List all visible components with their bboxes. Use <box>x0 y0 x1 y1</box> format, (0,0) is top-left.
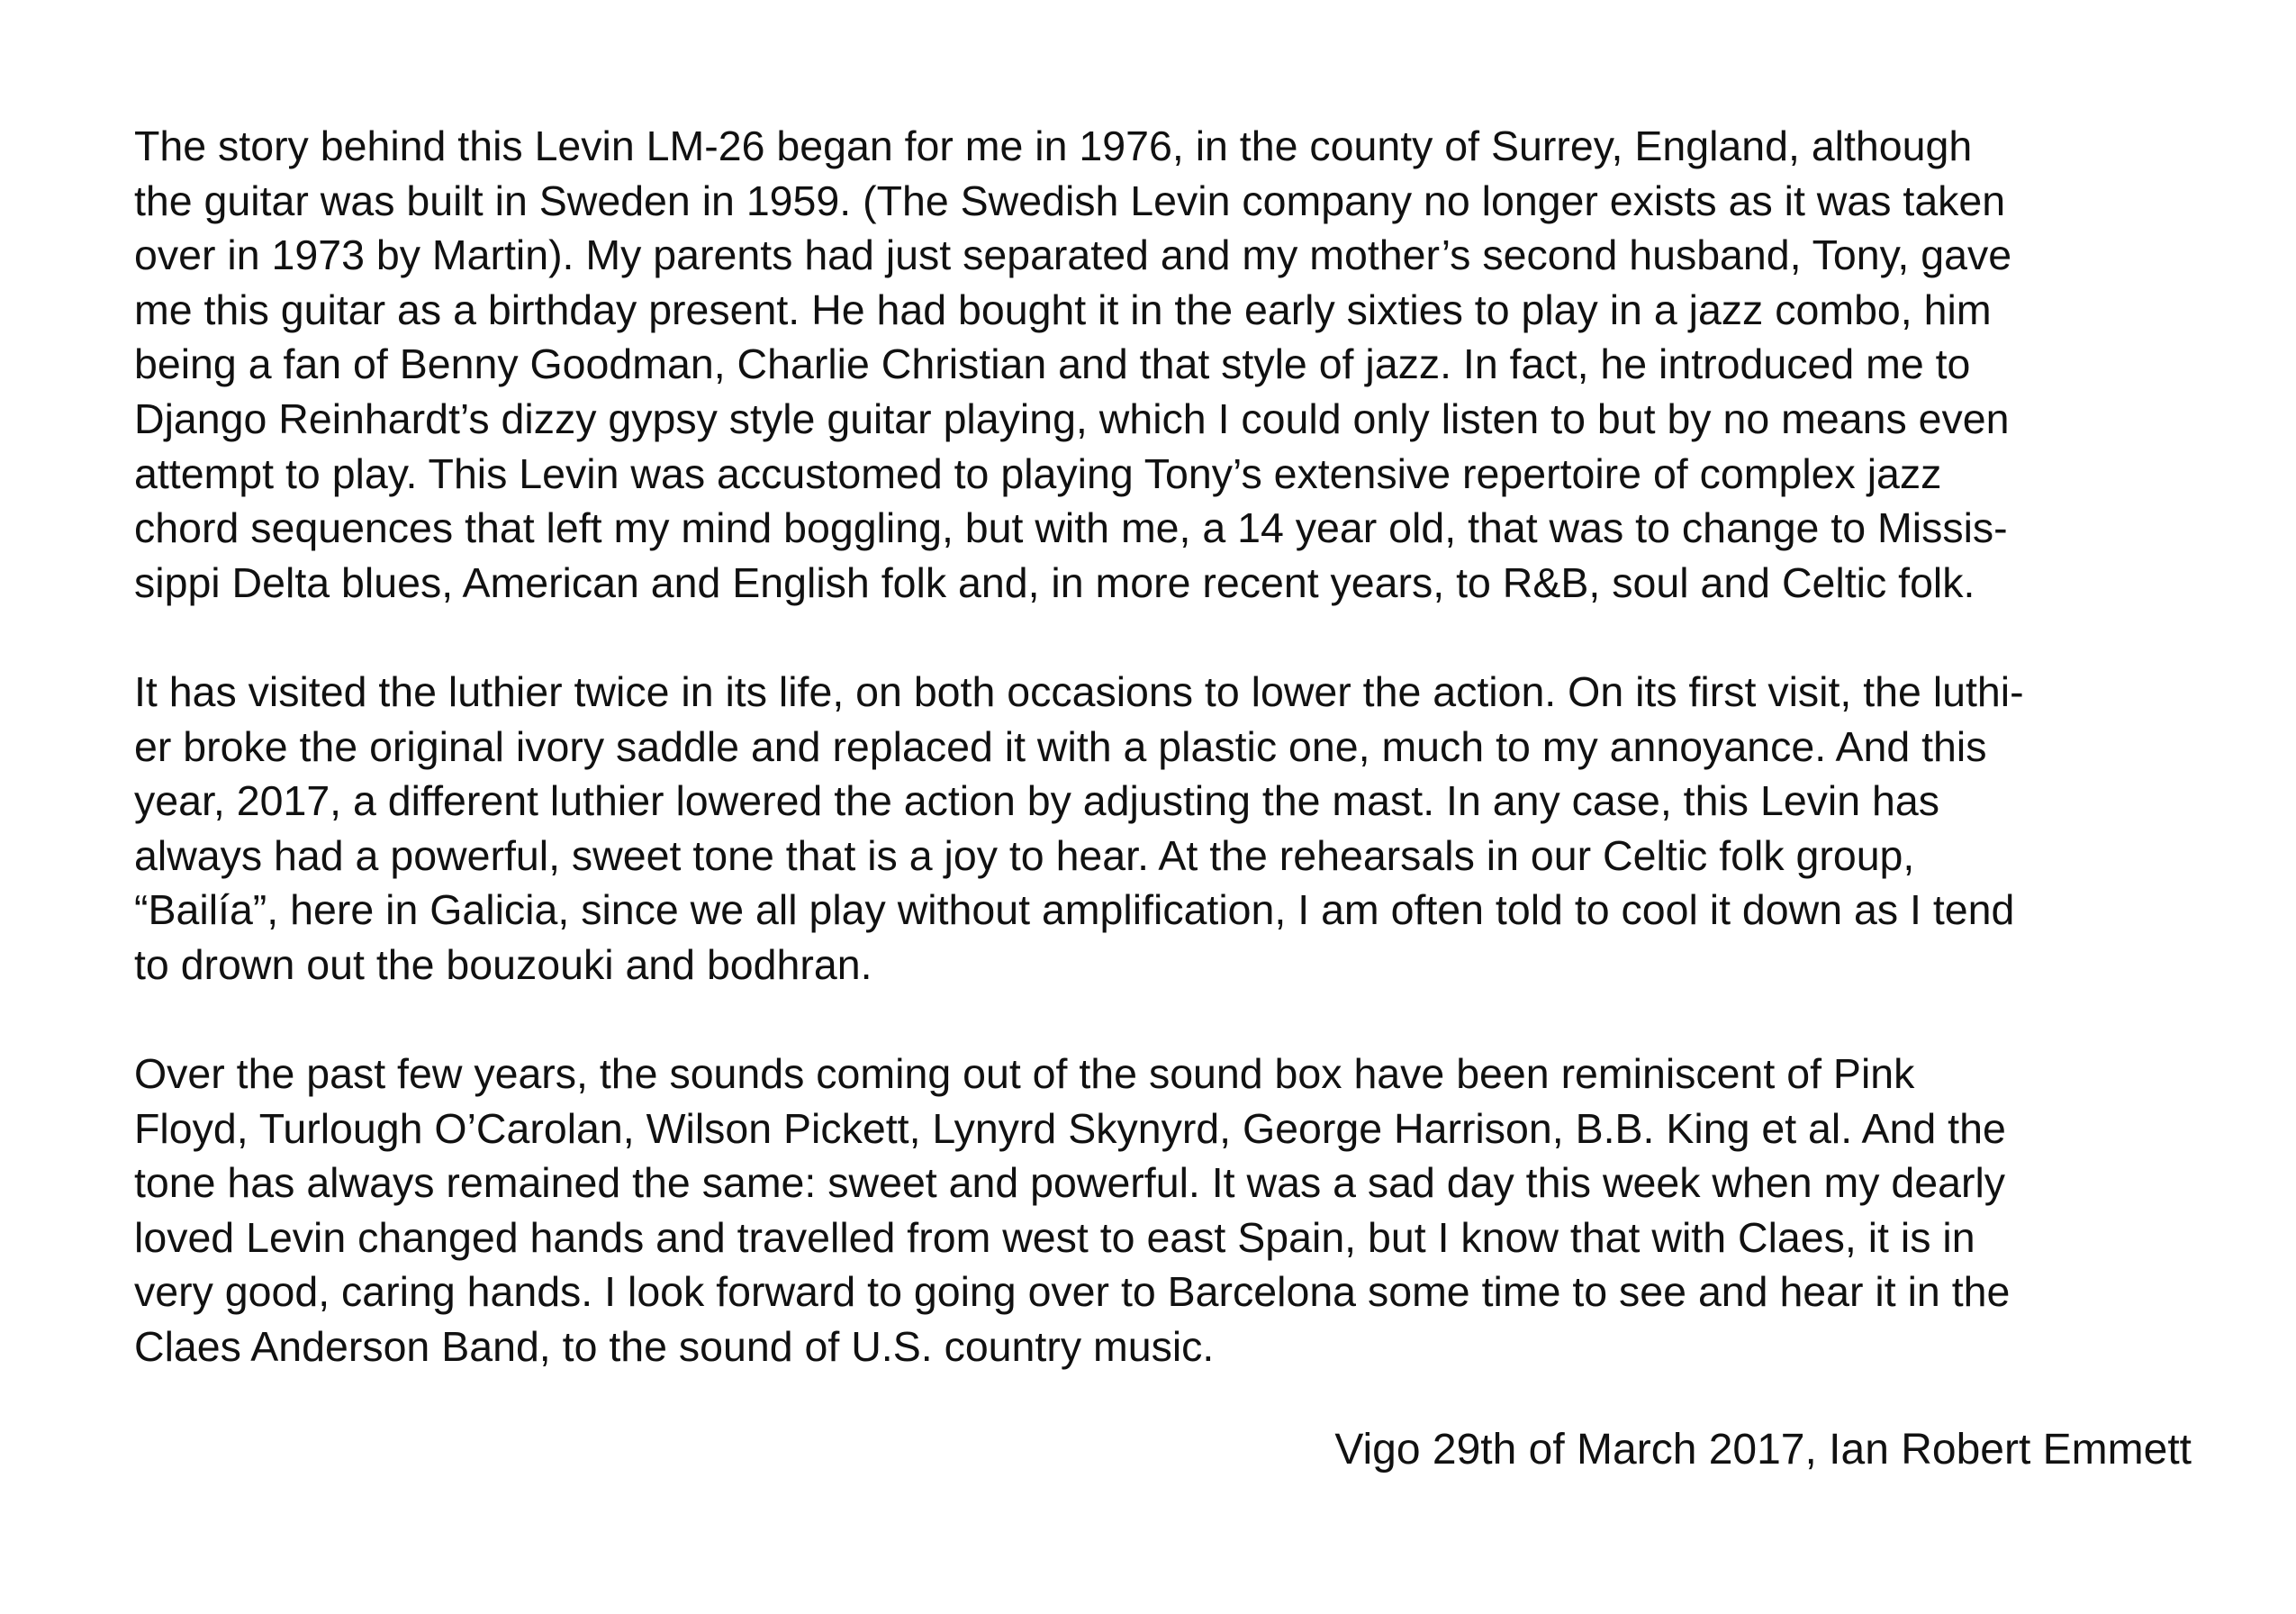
paragraph-line: tone has always remained the same: sweet and powerful. It was a sad day this week when my dearly <box>134 1159 2006 1207</box>
paragraph-line: chord sequences that left my mind boggling, but with me, a 14 year old, that was to change to Missis- <box>134 504 2008 552</box>
paragraph-line: to drown out the bouzouki and bodhran. <box>134 940 872 988</box>
signature-line: Vigo 29th of March 2017, Ian Robert Emmett <box>1334 1426 2192 1473</box>
paragraph-line: attempt to play. This Levin was accustomed to playing Tony’s extensive repertoire of complex jazz <box>134 449 1942 497</box>
paragraph-line: Floyd, Turlough O’Carolan, Wilson Pickett, Lynyrd Skynyrd, George Harrison, B.B. King et al. And the <box>134 1104 2006 1152</box>
paragraph-2 <box>134 665 2196 993</box>
paragraph-line: The story behind this Levin LM-26 began for me in 1976, in the county of Surrey, England, although <box>134 122 1973 169</box>
paragraph-line: loved Levin changed hands and travelled from west to east Spain, but I know that with Claes, it is in <box>134 1213 1975 1261</box>
paragraph-line: me this guitar as a birthday present. He had bought it in the early sixties to play in a jazz combo, him <box>134 286 1992 333</box>
paragraph-line: Claes Anderson Band, to the sound of U.S. country music. <box>134 1323 1215 1371</box>
paragraph-spacer <box>134 993 2196 1047</box>
paragraph-3 <box>134 1047 2196 1374</box>
paragraph-line: It has visited the luthier twice in its life, on both occasions to lower the action. On its first visit, the luthi- <box>134 667 2024 715</box>
paragraph-line: sippi Delta blues, American and English folk and, in more recent years, to R&B, soul and Celtic folk. <box>134 558 1975 606</box>
paragraph-1 <box>134 119 2196 610</box>
letter-body <box>134 119 2196 1374</box>
paragraph-line: very good, caring hands. I look forward to going over to Barcelona some time to see and hear it in the <box>134 1268 2011 1316</box>
paragraph-line: the guitar was built in Sweden in 1959. (The Swedish Levin company no longer exists as it was taken <box>134 177 2006 224</box>
paragraph-spacer <box>134 610 2196 665</box>
paragraph-line: always had a powerful, sweet tone that is a joy to hear. At the rehearsals in our Celtic folk group, <box>134 831 1915 879</box>
paragraph-line: Over the past few years, the sounds coming out of the sound box have been reminiscent of Pink <box>134 1050 1915 1098</box>
paragraph-line: being a fan of Benny Goodman, Charlie Christian and that style of jazz. In fact, he introduced me to <box>134 340 1971 388</box>
paragraph-line: er broke the original ivory saddle and replaced it with a plastic one, much to my annoyance. And this <box>134 722 1987 770</box>
paragraph-line: Django Reinhardt’s dizzy gypsy style guitar playing, which I could only listen to but by no means even <box>134 394 2010 442</box>
paragraph-line: “Bailía”, here in Galicia, since we all play without amplification, I am often told to cool it down as I tend <box>134 886 2015 934</box>
paragraph-line: over in 1973 by Martin). My parents had just separated and my mother’s second husband, Tony, gave <box>134 231 2012 279</box>
paragraph-line: year, 2017, a different luthier lowered the action by adjusting the mast. In any case, this Levin has <box>134 777 1940 825</box>
